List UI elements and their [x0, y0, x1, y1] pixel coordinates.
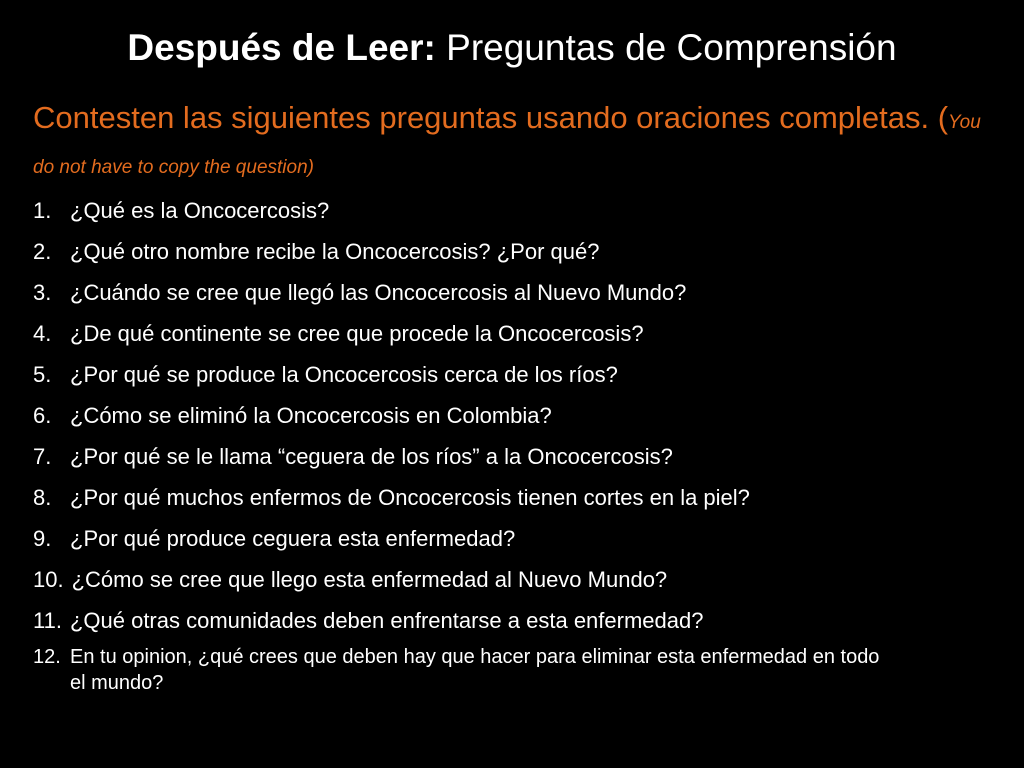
question-item	[33, 600, 993, 641]
question-text: ¿Por qué produce ceguera esta enfermedad?	[70, 526, 516, 551]
question-number: 7.	[33, 444, 52, 469]
question-number: 8.	[33, 485, 52, 510]
question-item	[33, 272, 993, 313]
instructions-note: You do not have to copy the question)	[33, 112, 981, 178]
question-text: ¿Cuándo se cree que llegó las Oncocercosis al Nuevo Mundo?	[70, 280, 687, 305]
question-item	[33, 559, 993, 600]
question-item	[33, 644, 993, 696]
slide-title-rest: Preguntas de Comprensión	[435, 27, 897, 68]
question-number: 1.	[33, 198, 52, 223]
question-number: 9.	[33, 526, 52, 551]
question-item	[33, 477, 993, 518]
question-number: 2.	[33, 239, 52, 264]
question-text: ¿Por qué muchos enfermos de Oncocercosis tienen cortes en la piel?	[70, 485, 750, 510]
question-number: 4.	[33, 321, 52, 346]
slide-title-bold: Después de Leer:	[127, 27, 436, 68]
question-text: ¿De qué continente se cree que procede la Oncocercosis?	[70, 321, 644, 346]
question-item	[33, 313, 993, 354]
question-list	[33, 190, 993, 696]
question-number: 12.	[33, 646, 61, 668]
slide-title	[0, 24, 1024, 72]
instructions-main: Contesten las siguientes preguntas usando oraciones completas. (	[33, 100, 949, 135]
question-number: 10.	[33, 567, 64, 592]
question-text: ¿Qué otras comunidades deben enfrentarse a esta enfermedad?	[69, 608, 704, 633]
question-text: ¿Qué es la Oncocercosis?	[70, 198, 330, 223]
question-text: En tu opinion, ¿qué crees que deben hay que hacer para eliminar esta enfermedad en todo el mundo?	[70, 646, 880, 694]
question-number: 5.	[33, 362, 52, 387]
question-text: ¿Cómo se eliminó la Oncocercosis en Colombia?	[70, 403, 552, 428]
question-number: 3.	[33, 280, 52, 305]
question-number: 6.	[33, 403, 52, 428]
question-item	[33, 436, 993, 477]
question-item	[33, 190, 993, 231]
question-number: 11.	[33, 608, 62, 633]
question-text: ¿Por qué se produce la Oncocercosis cerca de los ríos?	[70, 362, 618, 387]
question-item	[33, 395, 993, 436]
question-item	[33, 354, 993, 395]
question-text: ¿Por qué se le llama “ceguera de los ríos” a la Oncocercosis?	[70, 444, 673, 469]
question-text: ¿Cómo se cree que llego esta enfermedad al Nuevo Mundo?	[71, 567, 668, 592]
instructions	[33, 98, 993, 188]
question-text: ¿Qué otro nombre recibe la Oncocercosis? ¿Por qué?	[70, 239, 600, 264]
question-item	[33, 231, 993, 272]
question-item	[33, 518, 993, 559]
